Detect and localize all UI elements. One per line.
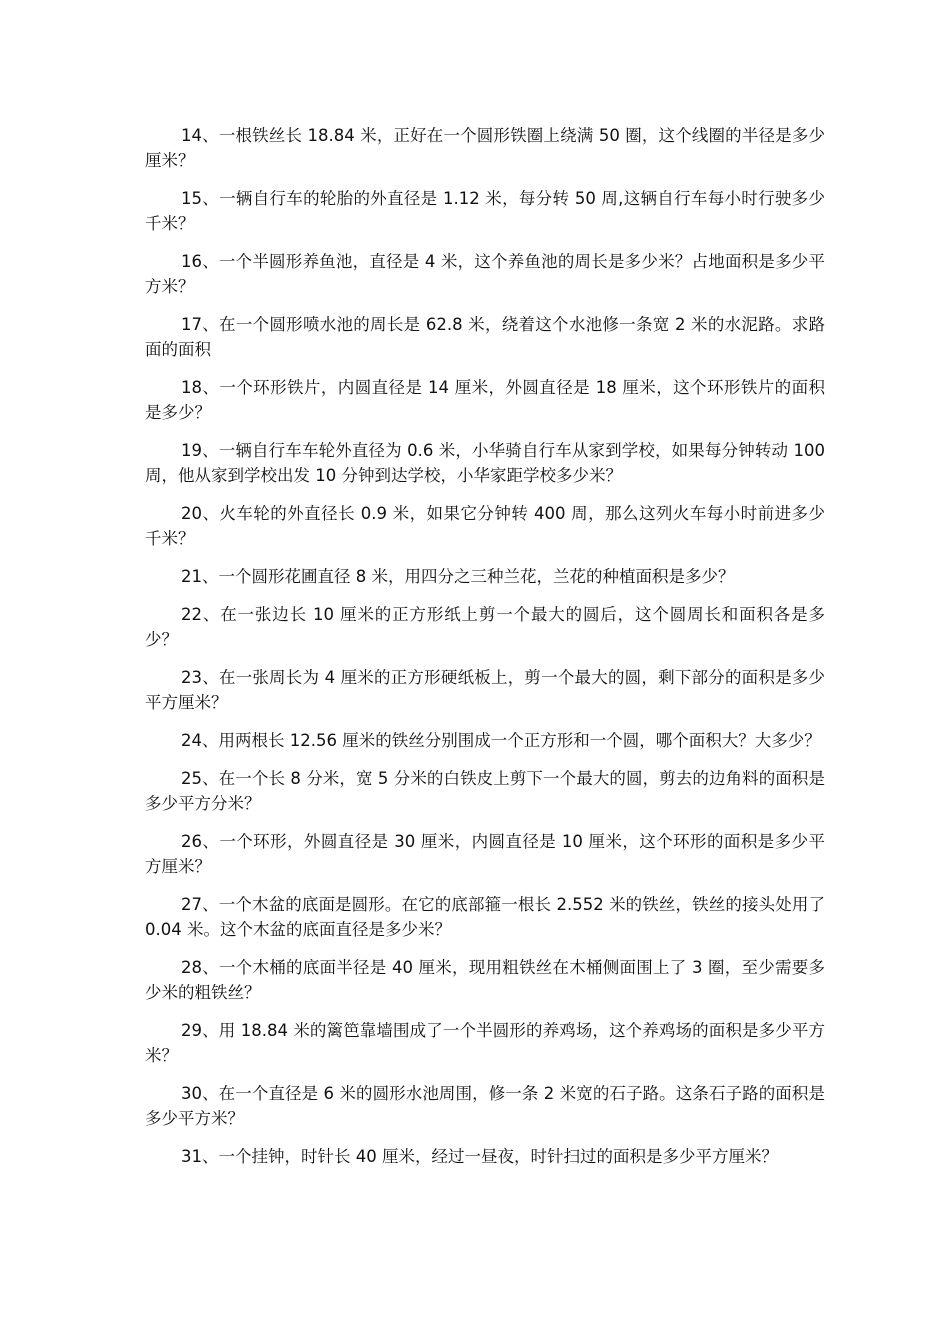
problem-21: 21、一个圆形花圃直径 8 米，用四分之三种兰花，兰花的种植面积是多少？	[181, 567, 735, 586]
problem-28: 28、一个木桶的底面半径是 40 厘米，现用粗铁丝在木桶侧面围上了 3 圈，至少需要多少米的粗铁丝？	[145, 958, 825, 1002]
problem-30: 30、在一个直径是 6 米的圆形水池周围，修一条 2 米宽的石子路。这条石子路的面积是多少平方米？	[145, 1084, 825, 1128]
problem-24: 24、用两根长 12.56 厘米的铁丝分别围成一个正方形和一个圆，哪个面积大？大多少？	[181, 731, 821, 750]
problem-22: 22、在一张边长 10 厘米的正方形纸上剪一个最大的圆后，这个圆周长和面积各是多少？	[145, 605, 825, 649]
problem-list	[145, 123, 825, 1182]
problem-31: 31、一个挂钟，时针长 40 厘米，经过一昼夜，时针扫过的面积是多少平方厘米？	[181, 1147, 778, 1166]
problem-14: 14、一根铁丝长 18.84 米，正好在一个圆形铁圈上绕满 50 圈，这个线圈的半径是多少厘米？	[145, 126, 825, 170]
problem-18: 18、一个环形铁片，内圆直径是 14 厘米，外圆直径是 18 厘米，这个环形铁片的面积是多少？	[145, 378, 825, 422]
problem-29: 29、用 18.84 米的篱笆靠墙围成了一个半圆形的养鸡场，这个养鸡场的面积是多少平方米？	[145, 1021, 825, 1065]
problem-17: 17、在一个圆形喷水池的周长是 62.8 米，绕着这个水池修一条宽 2 米的水泥路。求路面的面积	[145, 315, 825, 359]
problem-25: 25、在一个长 8 分米，宽 5 分米的白铁皮上剪下一个最大的圆，剪去的边角料的面积是多少平方分米？	[145, 769, 825, 813]
problem-23: 23、在一张周长为 4 厘米的正方形硬纸板上，剪一个最大的圆，剩下部分的面积是多少平方厘米？	[145, 668, 825, 712]
problem-19: 19、一辆自行车车轮外直径为 0.6 米，小华骑自行车从家到学校，如果每分钟转动 100 周，他从家到学校出发 10 分钟到达学校，小华家距学校多少米？	[145, 441, 825, 485]
problem-20: 20、火车轮的外直径长 0.9 米，如果它分钟转 400 周，那么这列火车每小时前进多少千米？	[145, 504, 825, 548]
problem-27: 27、一个木盆的底面是圆形。在它的底部箍一根长 2.552 米的铁丝，铁丝的接头处用了 0.04 米。这个木盆的底面直径是多少米？	[145, 895, 825, 939]
problem-26: 26、一个环形，外圆直径是 30 厘米，内圆直径是 10 厘米，这个环形的面积是多少平方厘米？	[145, 832, 825, 876]
problem-15: 15、一辆自行车的轮胎的外直径是 1.12 米，每分转 50 周,这辆自行车每小时行驶多少千米？	[145, 189, 825, 233]
problem-16: 16、一个半圆形养鱼池，直径是 4 米，这个养鱼池的周长是多少米？占地面积是多少平方米？	[145, 252, 825, 296]
